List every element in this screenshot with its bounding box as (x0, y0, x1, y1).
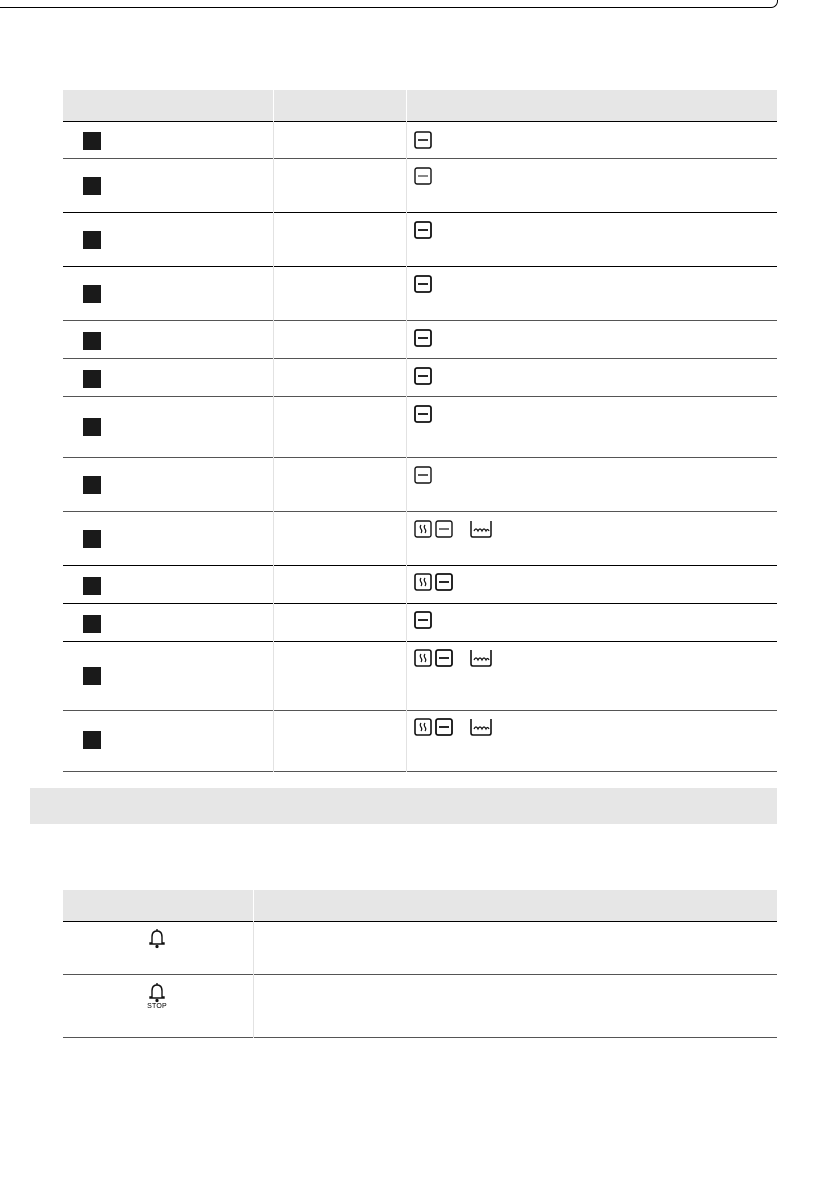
program-marker (83, 530, 101, 548)
stop-label: STOP (147, 1003, 167, 1010)
plain-display-icon (414, 275, 432, 293)
plain-display-icon (414, 221, 432, 239)
program-marker (83, 285, 101, 303)
program-marker (83, 476, 101, 494)
steam-heat-icon (414, 718, 432, 736)
program-col-1-header (63, 90, 69, 121)
water-tank-icon (469, 718, 493, 736)
table-row (63, 397, 777, 458)
program-marker (83, 332, 101, 350)
program-marker (83, 615, 101, 633)
plain-display-icon (435, 573, 453, 591)
table-row (63, 975, 777, 1038)
table-row (63, 566, 777, 604)
plain-display-icon (414, 167, 432, 185)
water-tank-icon (469, 520, 493, 538)
program-table-header (63, 90, 777, 122)
page-top-rule (0, 0, 778, 8)
signal-table-header (63, 890, 777, 922)
bell-icon (146, 927, 168, 949)
plain-display-icon (435, 520, 453, 538)
program-marker (83, 667, 101, 685)
table-row (63, 321, 777, 359)
steam-heat-icon (414, 573, 432, 591)
plain-display-icon (414, 329, 432, 347)
plain-display-icon (414, 405, 432, 423)
plain-display-icon (414, 131, 432, 149)
table-row (63, 159, 777, 213)
water-tank-icon (469, 649, 493, 667)
plain-display-icon (435, 649, 453, 667)
table-row (63, 359, 777, 397)
section-heading-band (30, 788, 777, 824)
program-marker (83, 418, 101, 436)
steam-heat-icon (414, 520, 432, 538)
program-marker (83, 177, 101, 195)
plain-display-icon (435, 718, 453, 736)
table-row (63, 267, 777, 321)
table-row (63, 604, 777, 642)
table-row (63, 642, 777, 711)
table-row (63, 458, 777, 512)
program-marker (83, 370, 101, 388)
table-row (63, 921, 777, 975)
plain-display-icon (414, 611, 432, 629)
table-row (63, 121, 777, 159)
program-marker (83, 132, 101, 150)
program-marker (83, 731, 101, 749)
plain-display-icon (414, 367, 432, 385)
signal-col-1-header (63, 890, 69, 921)
program-marker (83, 231, 101, 249)
table-row (63, 512, 777, 566)
program-marker (83, 577, 101, 595)
plain-display-icon (414, 466, 432, 484)
steam-heat-icon (414, 649, 432, 667)
table-row (63, 711, 777, 772)
bell-stop-icon (146, 981, 168, 1003)
table-row (63, 213, 777, 267)
